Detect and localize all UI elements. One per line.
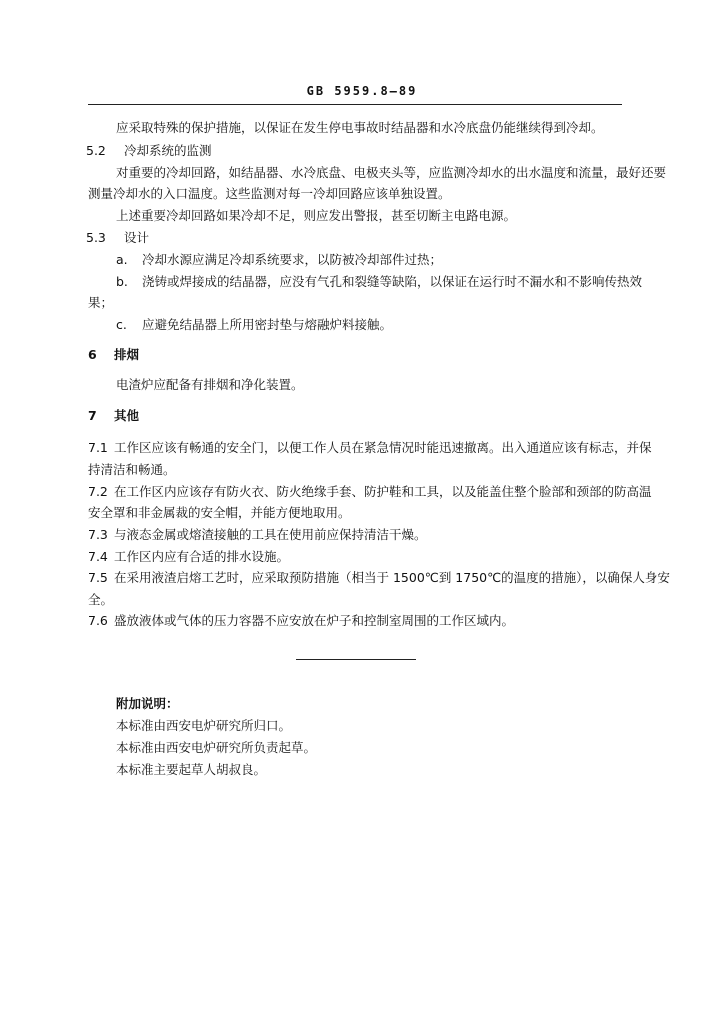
notes-line: 本标准主要起草人胡叔良。 — [116, 762, 267, 777]
clause-7-4 — [88, 549, 289, 565]
paragraph-intro: 应采取特殊的保护措施，以保证在发生停电事故时结晶器和水冷底盘仍能继续得到冷却。 — [116, 120, 604, 135]
clause-7-1 — [88, 440, 652, 456]
paragraph-line: 对重要的冷却回路，如结晶器、水冷底盘、电极夹头等，应监测冷却水的出水温度和流量，最好还要 — [116, 165, 667, 180]
list-text: 应避免结晶器上所用密封垫与熔融炉料接触。 — [142, 317, 393, 332]
clause-text: 工作区应该有畅通的安全门，以便工作人员在紧急情况时能迅速撤离。出入通道应该有标志，并保 — [114, 440, 652, 455]
clause-text: 工作区内应有合适的排水设施。 — [114, 549, 290, 564]
list-label: c. — [116, 317, 127, 332]
notes-line: 本标准由西安电炉研究所负责起草。 — [116, 740, 317, 755]
list-text: 浇铸或焊接成的结晶器，应没有气孔和裂缝等缺陷，以保证在运行时不漏水和不影响传热效 — [142, 274, 643, 289]
heading-5-3 — [86, 230, 149, 246]
header-rule — [88, 104, 622, 105]
clause-7-6 — [88, 613, 514, 629]
heading-number: 7 — [88, 408, 97, 423]
heading-title: 其他 — [114, 408, 140, 423]
paragraph-line: 测量冷却水的入口温度。这些监测对每一冷却回路应该单独设置。 — [88, 186, 451, 201]
clause-text: 与液态金属或熔渣接触的工具在使用前应保持清洁干燥。 — [114, 527, 427, 542]
list-item-a — [116, 252, 442, 268]
clause-text: 盛放液体或气体的压力容器不应安放在炉子和控制室周围的工作区域内。 — [114, 613, 515, 628]
clause-text: 在工作区内应该存有防火衣、防火绝缘手套、防护鞋和工具，以及能盖住整个脸部和颈部的防高温 — [114, 484, 652, 499]
list-item-b — [116, 274, 642, 290]
clause-number: 7.2 — [88, 484, 108, 499]
clause-7-3 — [88, 527, 427, 543]
clause-number: 7.3 — [88, 527, 108, 542]
clause-7-5-cont: 全。 — [88, 592, 114, 607]
list-item-c — [116, 317, 392, 333]
heading-number: 6 — [88, 347, 97, 362]
heading-5-2 — [86, 143, 212, 159]
notes-line: 本标准由西安电炉研究所归口。 — [116, 718, 292, 733]
heading-title: 排烟 — [114, 347, 140, 362]
paragraph-line: 上述重要冷却回路如果冷却不足，则应发出警报，甚至切断主电路电源。 — [116, 208, 517, 223]
heading-6 — [88, 347, 139, 363]
heading-number: 5.2 — [86, 143, 106, 158]
clause-7-2-cont: 安全罩和非金属裁的安全帽，并能方便地取用。 — [88, 505, 351, 520]
heading-title: 冷却系统的监测 — [124, 143, 212, 158]
standard-code-header: GB 5959.8—89 — [306, 84, 418, 98]
clause-7-2 — [88, 484, 652, 500]
clause-number: 7.5 — [88, 570, 108, 585]
clause-text: 在采用液渣启熔工艺时，应采取预防措施（相当于 1500℃到 1750℃的温度的措施），以确保人身安 — [114, 570, 670, 585]
notes-title: 附加说明： — [116, 696, 179, 711]
clause-number: 7.1 — [88, 440, 108, 455]
heading-7 — [88, 408, 139, 424]
clause-number: 7.6 — [88, 613, 108, 628]
list-text: 冷却水源应满足冷却系统要求，以防被冷却部件过热； — [142, 252, 443, 267]
clause-7-5 — [88, 570, 670, 586]
list-label: a. — [116, 252, 128, 267]
end-divider — [296, 659, 416, 660]
heading-number: 5.3 — [86, 230, 106, 245]
heading-title: 设计 — [124, 230, 150, 245]
clause-7-1-cont: 持清洁和畅通。 — [88, 462, 176, 477]
paragraph-line: 电渣炉应配备有排烟和净化装置。 — [116, 377, 304, 392]
list-label: b. — [116, 274, 128, 289]
clause-number: 7.4 — [88, 549, 108, 564]
list-item-b-cont: 果； — [88, 295, 114, 310]
